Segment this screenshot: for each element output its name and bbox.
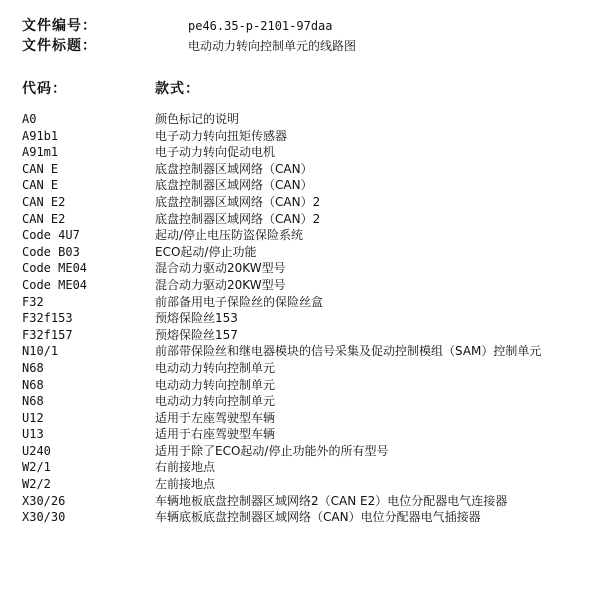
- legend-description: 混合动力驱动20KW型号: [155, 277, 286, 292]
- legend-description: 底盘控制器区域网络（CAN）: [155, 161, 313, 176]
- legend-description: 前部备用电子保险丝的保险丝盒: [155, 294, 324, 309]
- legend-description: 右前接地点: [155, 460, 216, 475]
- legend-row: [22, 443, 597, 460]
- legend-code: Code B03: [22, 244, 80, 259]
- legend-code: A0: [22, 112, 37, 126]
- legend-description: 电动动力转向控制单元: [155, 360, 276, 375]
- legend-code: N68: [22, 377, 44, 392]
- legend-row: [22, 476, 597, 493]
- legend-description: 底盘控制器区域网络（CAN）: [155, 178, 313, 193]
- legend-code: Code ME04: [22, 261, 88, 276]
- legend-description: 适用于左座驾驶型车辆: [155, 410, 276, 425]
- legend-row: [22, 360, 597, 377]
- legend-row: [22, 377, 597, 394]
- legend-row: [22, 144, 597, 161]
- legend-code: N10/1: [22, 344, 59, 359]
- legend-code: U13: [22, 427, 44, 442]
- legend-description: 底盘控制器区域网络（CAN）2: [155, 211, 321, 226]
- legend-row: [22, 260, 597, 277]
- legend-description: 预熔保险丝153: [155, 311, 238, 326]
- legend-list: [22, 111, 597, 526]
- style-column-header: 款式：: [155, 81, 200, 97]
- legend-row: [22, 459, 597, 476]
- legend-description: 车辆地板底盘控制器区域网络2（CAN E2）电位分配器电气连接器: [155, 493, 508, 508]
- legend-row: [22, 194, 597, 211]
- legend-code: CAN E2: [22, 194, 66, 209]
- legend-code: F32f153: [22, 311, 73, 326]
- legend-description: ECO起动/停止功能: [155, 244, 257, 259]
- legend-code: A91m1: [22, 145, 59, 160]
- code-column-header: 代码：: [22, 81, 67, 97]
- legend-row: [22, 310, 597, 327]
- legend-description: 底盘控制器区域网络（CAN）2: [155, 194, 321, 209]
- legend-description: 电动动力转向控制单元: [155, 377, 276, 392]
- legend-row: [22, 393, 597, 410]
- legend-row: [22, 410, 597, 427]
- legend-code: N68: [22, 360, 44, 375]
- legend-code: N68: [22, 394, 44, 409]
- legend-row: [22, 509, 597, 526]
- legend-code: F32f157: [22, 327, 73, 342]
- legend-row: [22, 294, 597, 311]
- doc-number-label: 文件编号：: [22, 18, 97, 34]
- legend-code: X30/30: [22, 510, 66, 525]
- legend-row: [22, 111, 597, 128]
- legend-description: 电子动力转向扭矩传感器: [155, 128, 288, 143]
- legend-row: [22, 244, 597, 261]
- legend-code: CAN E2: [22, 211, 66, 226]
- legend-description: 预熔保险丝157: [155, 327, 238, 342]
- legend-description: 前部带保险丝和继电器模块的信号采集及促动控制模组（SAM）控制单元: [155, 344, 542, 359]
- legend-row: [22, 277, 597, 294]
- legend-row: [22, 128, 597, 145]
- legend-row: [22, 161, 597, 178]
- doc-title-label: 文件标题：: [22, 38, 97, 54]
- column-headers: [22, 80, 582, 98]
- legend-description: 颜色标记的说明: [155, 112, 240, 126]
- legend-description: 适用于右座驾驶型车辆: [155, 427, 276, 442]
- legend-description: 电动动力转向控制单元: [155, 394, 276, 409]
- legend-description: 适用于除了ECO起动/停止功能外的所有型号: [155, 443, 389, 458]
- legend-description: 左前接地点: [155, 477, 216, 492]
- legend-row: [22, 327, 597, 344]
- legend-code: F32: [22, 294, 44, 309]
- legend-description: 车辆底板底盘控制器区域网络（CAN）电位分配器电气插接器: [155, 510, 481, 525]
- legend-description: 混合动力驱动20KW型号: [155, 261, 286, 276]
- legend-code: U12: [22, 410, 44, 425]
- legend-row: [22, 177, 597, 194]
- doc-title-value: 电动动力转向控制单元的线路图: [188, 39, 357, 53]
- legend-description: 起动/停止电压防盗保险系统: [155, 228, 304, 243]
- legend-code: Code 4U7: [22, 228, 80, 243]
- doc-number-value: pe46.35-p-2101-97daa: [188, 19, 333, 33]
- legend-code: CAN E: [22, 161, 59, 176]
- legend-code: U240: [22, 443, 51, 458]
- legend-row: [22, 493, 597, 510]
- legend-code: CAN E: [22, 178, 59, 193]
- legend-code: W2/1: [22, 460, 51, 475]
- legend-row: [22, 211, 597, 228]
- legend-row: [22, 343, 597, 360]
- legend-code: W2/2: [22, 477, 51, 492]
- legend-row: [22, 227, 597, 244]
- legend-row: [22, 426, 597, 443]
- legend-description: 电子动力转向促动电机: [155, 145, 276, 160]
- legend-code: Code ME04: [22, 277, 88, 292]
- legend-code: X30/26: [22, 493, 66, 508]
- legend-code: A91b1: [22, 128, 59, 143]
